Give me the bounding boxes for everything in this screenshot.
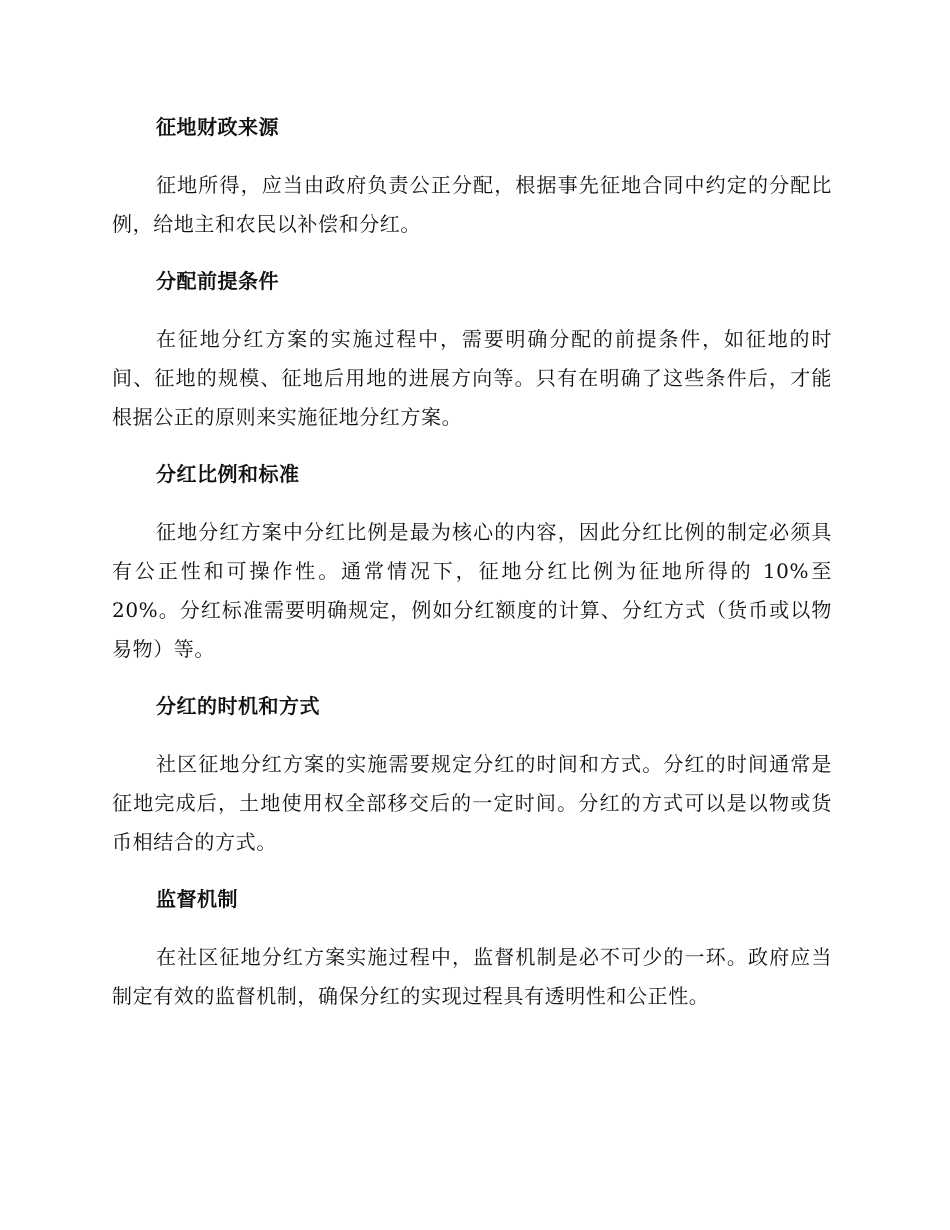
section-timing-method bbox=[112, 687, 832, 862]
section-paragraph: 征地所得，应当由政府负责公正分配，根据事先征地合同中约定的分配比例，给地主和农民以补偿和分红。 bbox=[112, 173, 832, 236]
section-heading: 分红的时机和方式 bbox=[156, 694, 320, 718]
section-heading: 分配前提条件 bbox=[156, 269, 279, 293]
document-body bbox=[112, 108, 832, 1034]
section-paragraph: 社区征地分红方案的实施需要规定分红的时间和方式。分红的时间通常是征地完成后，土地使用权全部移交后的一定时间。分红的方式可以是以物或货币相结合的方式。 bbox=[112, 752, 832, 854]
section-funding-source bbox=[112, 108, 832, 244]
section-preconditions bbox=[112, 262, 832, 437]
section-paragraph: 在征地分红方案的实施过程中，需要明确分配的前提条件，如征地的时间、征地的规模、征地后用地的进展方向等。只有在明确了这些条件后，才能根据公正的原则来实施征地分红方案。 bbox=[112, 327, 832, 429]
section-paragraph: 在社区征地分红方案实施过程中，监督机制是必不可少的一环。政府应当制定有效的监督机制，确保分红的实现过程具有透明性和公正性。 bbox=[112, 945, 832, 1008]
section-supervision bbox=[112, 880, 832, 1016]
section-heading: 监督机制 bbox=[156, 887, 238, 911]
section-heading: 分红比例和标准 bbox=[156, 462, 300, 486]
section-heading: 征地财政来源 bbox=[156, 115, 279, 139]
section-ratio-standard bbox=[112, 455, 832, 669]
section-paragraph: 征地分红方案中分红比例是最为核心的内容，因此分红比例的制定必须具有公正性和可操作性。通常情况下，征地分红比例为征地所得的 10%至 20%。分红标准需要明确规定，例如分红额度的计算、分红方式（货币或以物易物）等。 bbox=[112, 520, 832, 661]
